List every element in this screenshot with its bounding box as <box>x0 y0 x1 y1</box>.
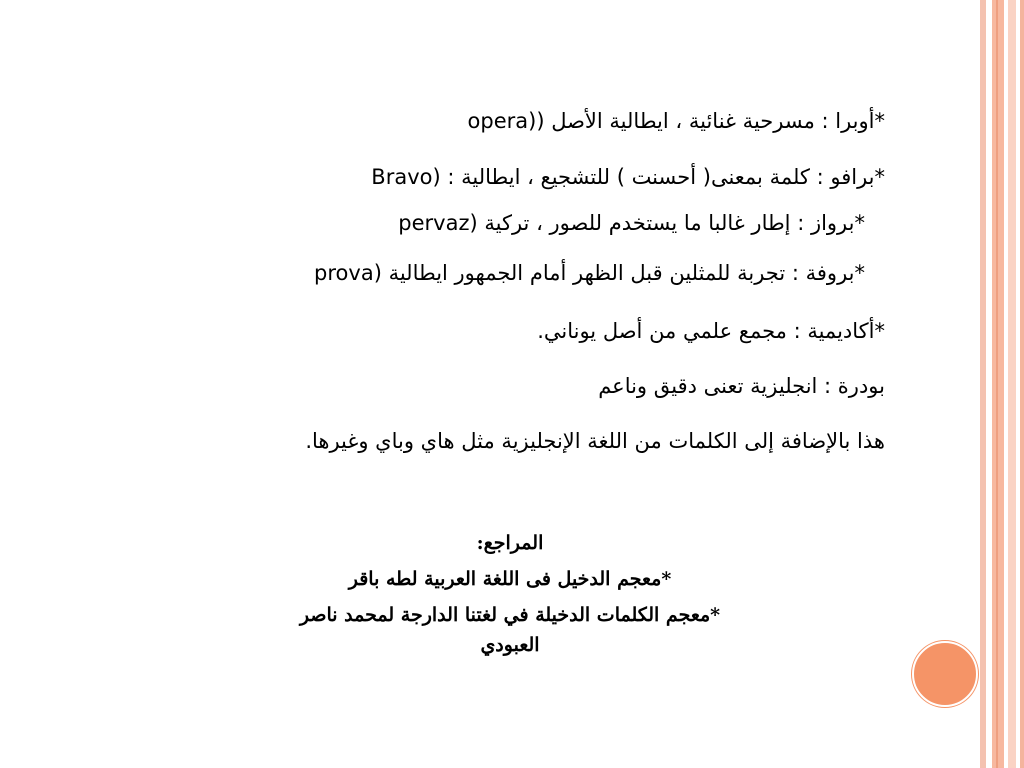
reference-item: *معجم الدخيل فى اللغة العربية لطه باقر <box>348 568 672 590</box>
references-heading: المراجع: <box>476 532 544 554</box>
reference-item: العبودي <box>480 634 540 656</box>
stripe <box>1008 0 1016 768</box>
text-line: *أوبرا : مسرحية غنائية ، ايطالية الأصل ((opera <box>467 109 885 133</box>
stripe-divider <box>996 0 998 768</box>
text-line: هذا بالإضافة إلى الكلمات من اللغة الإنجليزية مثل هاي وباي وغيرها. <box>305 429 885 453</box>
stripe <box>992 0 1004 768</box>
references-block <box>190 530 830 668</box>
decorative-side-stripes <box>976 0 1024 768</box>
text-line: *بروفة : تجربة للمثلين قبل الظهر أمام الجمهور ايطالية (prova <box>314 261 865 285</box>
decorative-circle <box>912 641 978 707</box>
reference-item: *معجم الكلمات الدخيلة في لغتنا الدارجة لمحمد ناصر <box>299 604 721 626</box>
text-line: *برواز : إطار غالبا ما يستخدم للصور ، تركية (pervaz <box>398 211 865 235</box>
stripe <box>1020 0 1024 768</box>
text-line: بودرة : انجليزية تعنى دقيق وناعم <box>598 374 885 398</box>
text-line: *برافو : كلمة بمعنى( أحسنت ) للتشجيع ، ايطالية : (Bravo <box>371 165 885 189</box>
stripe <box>980 0 986 768</box>
text-line: *أكاديمية : مجمع علمي من أصل يوناني. <box>537 319 885 343</box>
